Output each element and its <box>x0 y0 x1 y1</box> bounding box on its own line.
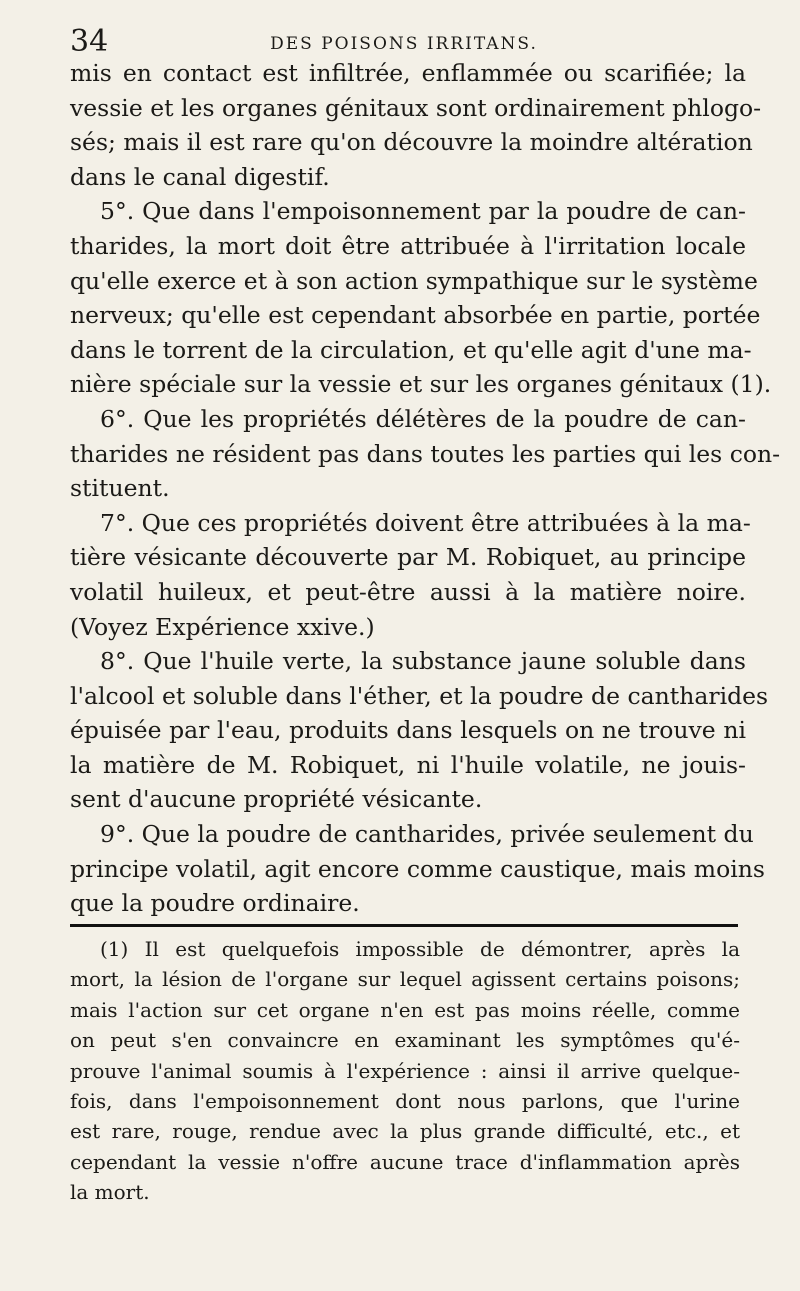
text-line: tharides, la mort doit être attribuée à l'irritation locale <box>70 231 746 260</box>
text-line: dans le canal digestif. <box>70 162 330 191</box>
text-line: vessie et les organes génitaux sont ordinairement phlogo- <box>70 93 762 122</box>
text-line: 7°. Que ces propriétés doivent être attribuées à la ma- <box>100 508 751 537</box>
page-number: 34 <box>70 24 109 59</box>
running-head: DES POISONS IRRITANS. <box>270 34 538 54</box>
text-line: nière spéciale sur la vessie et sur les organes génitaux (1). <box>70 370 772 399</box>
text-line: principe volatil, agit encore comme caustique, mais moins <box>70 854 765 883</box>
text-line: la matière de M. Robiquet, ni l'huile volatile, ne jouis- <box>70 750 746 779</box>
text-line: 6°. Que les propriétés délétères de la poudre de can- <box>100 404 746 433</box>
text-line: dans le torrent de la circulation, et qu'elle agit d'une ma- <box>70 335 752 364</box>
text-line: que la poudre ordinaire. <box>70 889 360 918</box>
footnote-line: cependant la vessie n'offre aucune trace d'inflammation après <box>70 1149 740 1174</box>
text-line: 5°. Que dans l'empoisonnement par la poudre de can- <box>100 197 746 226</box>
text-line: qu'elle exerce et à son action sympathique sur le système <box>70 266 758 295</box>
text-line: stituent. <box>70 474 170 503</box>
text-line: mis en contact est infiltrée, enflammée ou scarifiée; la <box>70 59 746 87</box>
footnote-line: prouve l'animal soumis à l'expérience : ainsi il arrive quelque- <box>70 1058 740 1083</box>
text-line: nerveux; qu'elle est cependant absorbée en partie, portée <box>70 301 761 330</box>
main-text <box>70 56 781 921</box>
footnote-line: mort, la lésion de l'organe sur lequel agissent certains poisons; <box>70 967 740 992</box>
footnote-line: la mort. <box>70 1180 150 1205</box>
text-line: 8°. Que l'huile verte, la substance jaune soluble dans <box>100 647 746 676</box>
text-line: tharides ne résident pas dans toutes les parties qui les con- <box>70 439 781 468</box>
text-line: sent d'aucune propriété vésicante. <box>70 785 483 814</box>
text-line: (Voyez Expérience xxive.) <box>70 612 375 641</box>
footnote-separator <box>70 924 738 927</box>
footnote <box>70 934 740 1208</box>
footnote-line: (1) Il est quelquefois impossible de démontrer, après la <box>100 937 740 961</box>
text-line: épuisée par l'eau, produits dans lesquels on ne trouve ni <box>70 716 746 745</box>
footnote-line: on peut s'en convaincre en examinant les symptômes qu'é- <box>70 1028 740 1053</box>
text-line: tière vésicante découverte par M. Robiquet, au principe <box>70 543 746 572</box>
footnote-line: mais l'action sur cet organe n'en est pas moins réelle, comme <box>70 997 740 1022</box>
footnote-line: est rare, rouge, rendue avec la plus grande difficulté, etc., et <box>70 1119 740 1144</box>
text-line: volatil huileux, et peut-être aussi à la matière noire. <box>70 577 746 606</box>
footnote-line: fois, dans l'empoisonnement dont nous parlons, que l'urine <box>70 1088 740 1113</box>
text-line: sés; mais il est rare qu'on découvre la moindre altération <box>70 128 753 157</box>
page-header <box>70 24 738 60</box>
text-line: 9°. Que la poudre de cantharides, privée seulement du <box>100 820 754 849</box>
text-line: l'alcool et soluble dans l'éther, et la poudre de cantharides <box>70 681 769 710</box>
